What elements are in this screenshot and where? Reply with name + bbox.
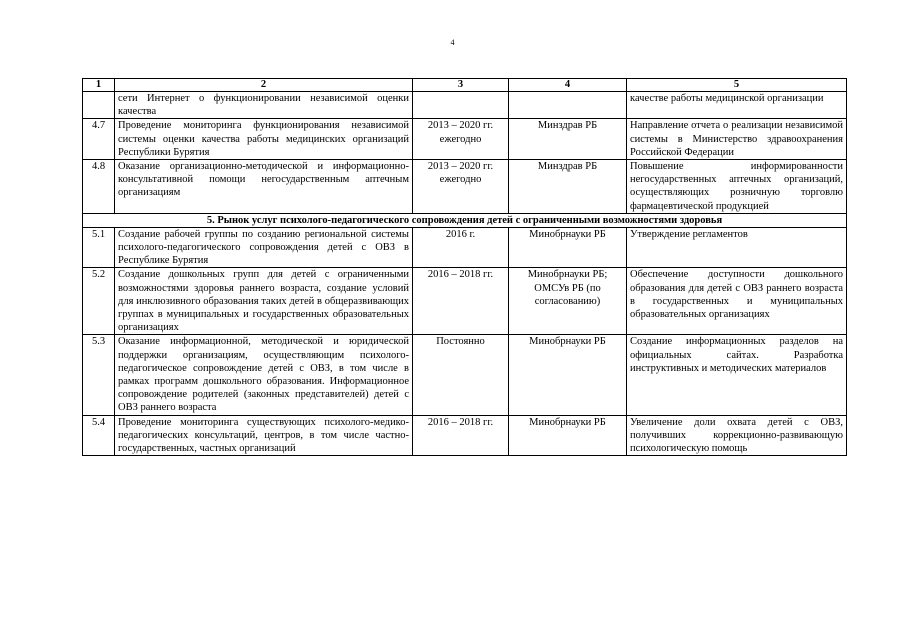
row-action: Проведение мониторинга существующих психолого-медико-педагогических консультаций, центров, в том числе частно-государственных, частных организаций [115,415,413,456]
table-row [83,227,847,268]
row-period: 2013 – 2020 гг. ежегодно [413,119,509,160]
row-action: Создание дошкольных групп для детей с ограниченными возможностями здоровья раннего возраста, создание условий для инклюзивного образования таких детей в общеразвивающих группах в муниципальных и государственных образовательных организациях [115,268,413,335]
row-responsible: Минобрнауки РБ [509,335,627,415]
column-header: 5 [627,79,847,92]
row-period: 2016 – 2018 гг. [413,268,509,335]
section-heading-row [83,213,847,227]
row-action: Оказание организационно-методической и информационно-консультативной помощи негосударственным аптечным организациям [115,160,413,214]
column-header: 1 [83,79,115,92]
table-row [83,119,847,160]
page-number: 4 [450,38,455,47]
row-number: 5.2 [83,268,115,335]
table-row [83,415,847,456]
row-number: 5.3 [83,335,115,415]
table-row [83,160,847,214]
row-result: качестве работы медицинской организации [627,92,847,119]
row-number: 5.1 [83,227,115,268]
table-row [83,92,847,119]
row-responsible: Минобрнауки РБ [509,227,627,268]
table-row [83,335,847,415]
section-heading: 5. Рынок услуг психолого-педагогического сопровождения детей с ограниченными возможностями здоровья [83,213,847,227]
table-header-row [83,79,847,92]
row-number: 4.8 [83,160,115,214]
row-number [83,92,115,119]
row-responsible [509,92,627,119]
row-period: Постоянно [413,335,509,415]
column-header: 3 [413,79,509,92]
table-row [83,268,847,335]
row-action: Создание рабочей группы по созданию региональной системы психолого-педагогического сопровождения детей с ОВЗ в Республике Бурятия [115,227,413,268]
row-responsible: Минобрнауки РБ; ОМСУв РБ (по согласованию) [509,268,627,335]
column-header: 2 [115,79,413,92]
row-action: сети Интернет о функционировании независимой оценки качества [115,92,413,119]
row-result: Создание информационных разделов на официальных сайтах. Разработка инструктивных и методических материалов [627,335,847,415]
row-result: Утверждение регламентов [627,227,847,268]
row-action: Проведение мониторинга функционирования независимой системы оценки качества работы медицинских организаций Республики Бурятия [115,119,413,160]
measures-table [82,78,847,456]
column-header: 4 [509,79,627,92]
row-period [413,92,509,119]
row-number: 4.7 [83,119,115,160]
row-result: Повышение информированности негосударственных аптечных организаций, осуществляющих розничную торговлю фармацевтической продукцией [627,160,847,214]
row-period: 2016 – 2018 гг. [413,415,509,456]
row-action: Оказание информационной, методической и юридической поддержки организациям, осуществляющим психолого-педагогическое сопровождение детей с ОВЗ, в том числе в рамках программ дошкольного образования. Информационное сопровождение родителей (законных представителей) детей с ОВЗ раннего возраста [115,335,413,415]
row-number: 5.4 [83,415,115,456]
row-responsible: Минздрав РБ [509,119,627,160]
row-result: Обеспечение доступности дошкольного образования для детей с ОВЗ раннего возраста в государственных и муниципальных образовательных организациях [627,268,847,335]
row-period: 2016 г. [413,227,509,268]
row-period: 2013 – 2020 гг. ежегодно [413,160,509,214]
row-responsible: Минобрнауки РБ [509,415,627,456]
row-result: Увеличение доли охвата детей с ОВЗ, получивших коррекционно-развивающую психологическую помощь [627,415,847,456]
row-result: Направление отчета о реализации независимой системы в Министерство здравоохранения Российской Федерации [627,119,847,160]
row-responsible: Минздрав РБ [509,160,627,214]
